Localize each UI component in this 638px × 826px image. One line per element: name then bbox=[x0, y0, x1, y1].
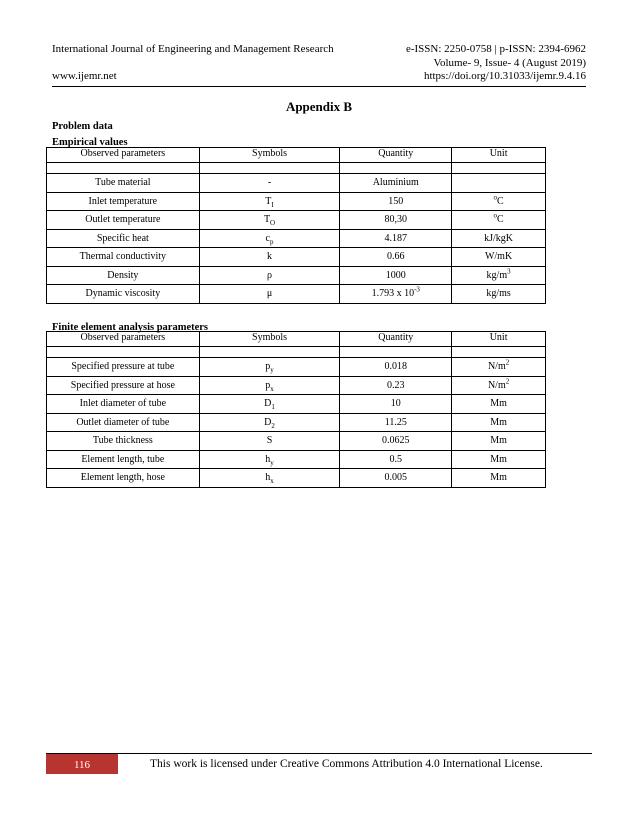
quantity-cell-qty: 0.66 bbox=[387, 251, 405, 263]
unit-cell bbox=[452, 248, 546, 267]
unit-cell bbox=[452, 266, 546, 285]
empirical-values-table bbox=[46, 147, 546, 304]
unit-cell-unit: Mm bbox=[490, 453, 507, 465]
parameter-cell bbox=[47, 192, 200, 211]
unit-cell-unit: N/m bbox=[487, 379, 506, 391]
symbol-cell-sym: T bbox=[263, 214, 271, 226]
spacer-row bbox=[47, 347, 546, 358]
table-row bbox=[47, 266, 546, 285]
symbol-cell bbox=[199, 450, 340, 469]
header-symbols: Symbols bbox=[199, 148, 340, 163]
symbol-cell bbox=[199, 174, 340, 193]
empirical-values-heading: Empirical values bbox=[52, 137, 128, 148]
symbol-cell-sym: k bbox=[267, 251, 273, 263]
unit-cell-unit: Mm bbox=[490, 472, 507, 484]
unit-cell-unit: Mm bbox=[490, 435, 507, 447]
symbol-cell bbox=[199, 192, 340, 211]
table-row bbox=[47, 376, 546, 395]
quantity-cell bbox=[340, 248, 452, 267]
spacer-row bbox=[47, 163, 546, 174]
unit-cell-unit-pre-sup: o bbox=[493, 193, 497, 202]
fea-parameters-heading: Finite element analysis parameters bbox=[52, 322, 209, 333]
parameter-cell bbox=[47, 266, 200, 285]
quantity-cell-qty: Aluminium bbox=[372, 177, 419, 189]
quantity-cell bbox=[340, 450, 452, 469]
unit-cell-unit: C bbox=[497, 214, 504, 226]
unit-cell-unit: kJ/kgK bbox=[484, 232, 514, 244]
symbol-cell-sym-sub: p bbox=[270, 237, 274, 246]
quantity-cell-qty: 0.018 bbox=[384, 361, 408, 373]
parameter-cell bbox=[47, 229, 200, 248]
symbol-cell-sym-sub: x bbox=[270, 384, 274, 393]
unit-cell bbox=[452, 432, 546, 451]
unit-cell-unit: N/m bbox=[487, 361, 506, 373]
header-observed-parameters: Observed parameters bbox=[47, 148, 200, 163]
symbol-cell bbox=[199, 248, 340, 267]
parameter-cell-param: Inlet temperature bbox=[88, 195, 158, 207]
journal-website[interactable]: www.ijemr.net bbox=[52, 70, 117, 82]
unit-cell bbox=[452, 376, 546, 395]
quantity-cell-qty: 1.793 x 10 bbox=[371, 288, 415, 300]
unit-cell bbox=[452, 211, 546, 230]
table-row bbox=[47, 469, 546, 488]
parameter-cell-param: Tube thickness bbox=[92, 435, 153, 447]
fea-parameters-table bbox=[46, 331, 546, 488]
unit-cell bbox=[452, 192, 546, 211]
symbol-cell-sym: μ bbox=[266, 288, 273, 300]
symbol-cell-sym-sub: y bbox=[270, 366, 274, 375]
header-unit: Unit bbox=[452, 148, 546, 163]
quantity-cell bbox=[340, 432, 452, 451]
symbol-cell-sym-sub: I bbox=[271, 200, 274, 209]
symbol-cell bbox=[199, 432, 340, 451]
symbol-cell bbox=[199, 413, 340, 432]
table-row bbox=[47, 192, 546, 211]
journal-name: International Journal of Engineering and Management Research bbox=[52, 43, 334, 55]
symbol-cell bbox=[199, 229, 340, 248]
symbol-cell-sym-sub: 1 bbox=[271, 403, 275, 412]
quantity-cell-qty: 150 bbox=[388, 195, 404, 207]
table-row bbox=[47, 413, 546, 432]
quantity-cell bbox=[340, 174, 452, 193]
parameter-cell-param: Element length, tube bbox=[81, 453, 165, 465]
table-row bbox=[47, 211, 546, 230]
parameter-cell-param: Specified pressure at tube bbox=[71, 361, 175, 373]
unit-cell bbox=[452, 395, 546, 414]
symbol-cell-sym: p bbox=[265, 379, 271, 391]
parameter-cell bbox=[47, 358, 200, 377]
symbol-cell bbox=[199, 469, 340, 488]
problem-data-heading: Problem data bbox=[52, 121, 113, 132]
table-row bbox=[47, 395, 546, 414]
symbol-cell bbox=[199, 285, 340, 304]
page-number: 116 bbox=[46, 754, 118, 774]
parameter-cell-param: Tube material bbox=[95, 177, 151, 189]
parameter-cell-param: Specified pressure at hose bbox=[70, 379, 175, 391]
parameter-cell-param: Outlet temperature bbox=[85, 214, 161, 226]
symbol-cell-sym: T bbox=[265, 195, 272, 207]
parameter-cell bbox=[47, 174, 200, 193]
parameter-cell-param: Dynamic viscosity bbox=[85, 288, 161, 300]
parameter-cell bbox=[47, 413, 200, 432]
table-row bbox=[47, 174, 546, 193]
table-row bbox=[47, 450, 546, 469]
symbol-cell-sym: D bbox=[264, 416, 272, 428]
unit-cell-unit: kg/m bbox=[486, 269, 508, 281]
table-row bbox=[47, 432, 546, 451]
quantity-cell-qty: 0.5 bbox=[389, 453, 403, 465]
header-quantity: Quantity bbox=[340, 332, 452, 347]
quantity-cell bbox=[340, 358, 452, 377]
quantity-cell bbox=[340, 266, 452, 285]
unit-cell bbox=[452, 285, 546, 304]
unit-cell-unit: Mm bbox=[490, 398, 507, 410]
quantity-cell-qty: 4.187 bbox=[384, 232, 408, 244]
unit-cell bbox=[452, 229, 546, 248]
symbol-cell-sym: c bbox=[265, 232, 270, 244]
symbol-cell bbox=[199, 395, 340, 414]
unit-cell-unit-pre-sup: o bbox=[493, 211, 497, 220]
symbol-cell-sym-sub: y bbox=[270, 458, 274, 467]
symbol-cell-sym: h bbox=[265, 453, 271, 465]
unit-cell bbox=[452, 469, 546, 488]
unit-cell-unit-sup: 2 bbox=[505, 377, 510, 386]
parameter-cell bbox=[47, 285, 200, 304]
quantity-cell bbox=[340, 376, 452, 395]
symbol-cell bbox=[199, 266, 340, 285]
quantity-cell bbox=[340, 229, 452, 248]
symbol-cell-sym: ρ bbox=[267, 269, 273, 281]
parameter-cell-param: Outlet diameter of tube bbox=[76, 416, 170, 428]
symbol-cell bbox=[199, 376, 340, 395]
parameter-cell bbox=[47, 248, 200, 267]
quantity-cell bbox=[340, 211, 452, 230]
quantity-cell-qty: 0.0625 bbox=[382, 435, 410, 447]
volume-line: Volume- 9, Issue- 4 (August 2019) bbox=[433, 57, 586, 69]
header-divider bbox=[52, 86, 586, 87]
symbol-cell bbox=[199, 211, 340, 230]
quantity-cell-qty: 1000 bbox=[385, 269, 406, 281]
parameter-cell-param: Inlet diameter of tube bbox=[79, 398, 167, 410]
header-symbols: Symbols bbox=[199, 332, 340, 347]
quantity-cell-qty: 11.25 bbox=[384, 416, 407, 428]
unit-cell-unit: Mm bbox=[490, 416, 507, 428]
unit-cell bbox=[452, 450, 546, 469]
quantity-cell bbox=[340, 395, 452, 414]
quantity-cell-qty: 10 bbox=[390, 398, 401, 410]
quantity-cell bbox=[340, 285, 452, 304]
header-quantity: Quantity bbox=[340, 148, 452, 163]
symbol-cell bbox=[199, 358, 340, 377]
unit-cell-unit-sup: 2 bbox=[505, 358, 510, 367]
appendix-title: Appendix B bbox=[285, 99, 353, 114]
quantity-cell bbox=[340, 192, 452, 211]
parameter-cell bbox=[47, 432, 200, 451]
symbol-cell-sym: h bbox=[265, 472, 271, 484]
table-header-row bbox=[47, 332, 546, 347]
unit-cell-unit: C bbox=[497, 195, 504, 207]
parameter-cell bbox=[47, 469, 200, 488]
quantity-cell-qty: 0.23 bbox=[387, 379, 405, 391]
symbol-cell-sym: S bbox=[266, 435, 273, 447]
parameter-cell bbox=[47, 395, 200, 414]
unit-cell-unit-sup: 3 bbox=[507, 267, 511, 276]
license-notice: This work is licensed under Creative Commons Attribution 4.0 International License. bbox=[150, 758, 543, 770]
unit-cell-unit: W/mK bbox=[484, 251, 513, 263]
table-row bbox=[47, 229, 546, 248]
symbol-cell-sym: - bbox=[267, 177, 272, 189]
parameter-cell bbox=[47, 376, 200, 395]
parameter-cell-param: Density bbox=[107, 269, 139, 281]
table-header-row bbox=[47, 148, 546, 163]
quantity-cell bbox=[340, 413, 452, 432]
quantity-cell bbox=[340, 469, 452, 488]
parameter-cell-param: Thermal conductivity bbox=[79, 251, 167, 263]
symbol-cell-sym: D bbox=[264, 398, 272, 410]
table-row bbox=[47, 358, 546, 377]
parameter-cell-param: Specific heat bbox=[96, 232, 149, 244]
unit-cell-unit: kg/ms bbox=[486, 288, 511, 300]
doi-link[interactable]: https://doi.org/10.31033/ijemr.9.4.16 bbox=[423, 70, 586, 82]
quantity-cell-qty-sup: -3 bbox=[414, 285, 420, 294]
header-observed-parameters: Observed parameters bbox=[47, 332, 200, 347]
symbol-cell-sym-sub: x bbox=[270, 477, 274, 486]
unit-cell bbox=[452, 174, 546, 193]
symbol-cell-sym-sub: O bbox=[270, 219, 276, 228]
table-row bbox=[47, 248, 546, 267]
footer-divider bbox=[46, 753, 592, 754]
unit-cell bbox=[452, 358, 546, 377]
parameter-cell-param: Element length, hose bbox=[80, 472, 165, 484]
parameter-cell bbox=[47, 450, 200, 469]
header-unit: Unit bbox=[452, 332, 546, 347]
table-row bbox=[47, 285, 546, 304]
symbol-cell-sym: p bbox=[265, 361, 271, 373]
issn-line: e-ISSN: 2250-0758 | p-ISSN: 2394-6962 bbox=[405, 43, 586, 55]
symbol-cell-sym-sub: 2 bbox=[271, 421, 275, 430]
quantity-cell-qty: 80,30 bbox=[384, 214, 408, 226]
parameter-cell bbox=[47, 211, 200, 230]
unit-cell bbox=[452, 413, 546, 432]
quantity-cell-qty: 0.005 bbox=[384, 472, 408, 484]
